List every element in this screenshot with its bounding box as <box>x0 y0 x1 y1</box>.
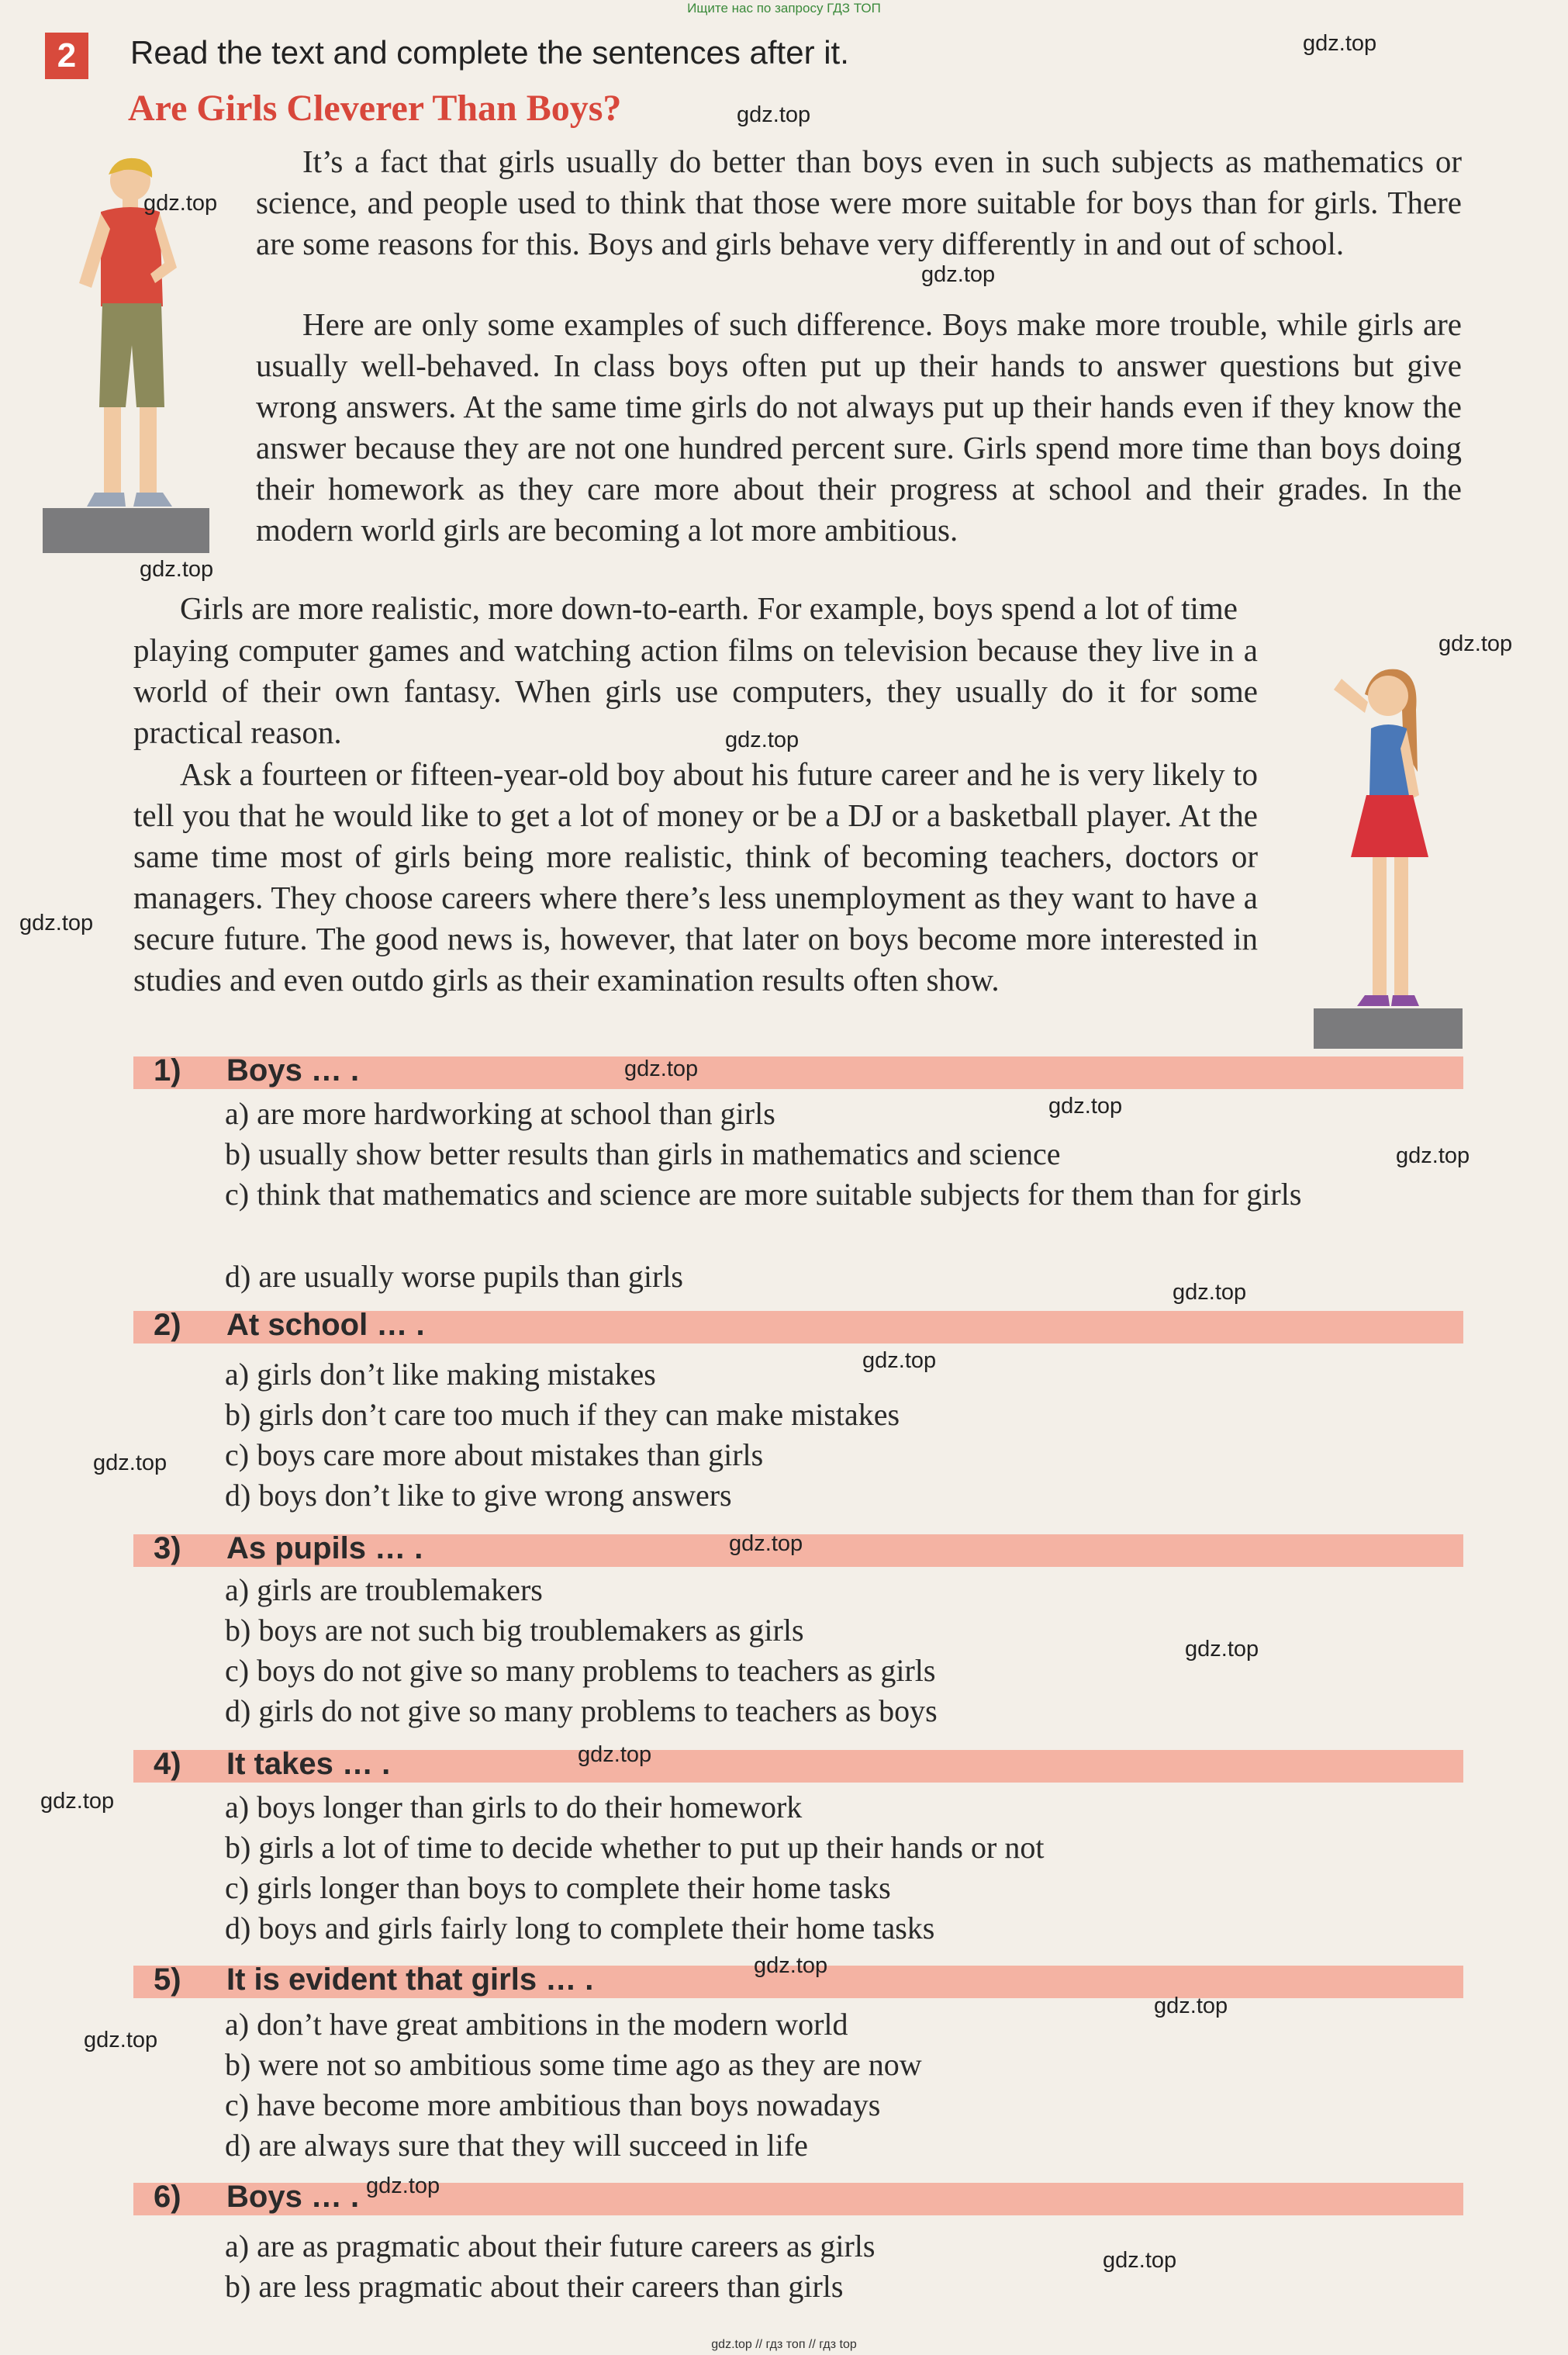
question-1-stem: Boys … . <box>226 1053 360 1088</box>
question-4-option-a[interactable]: a) boys longer than girls to do their homework <box>225 1790 803 1824</box>
question-5-option-c[interactable]: c) have become more ambitious than boys nowadays <box>225 2087 881 2122</box>
question-4-stem: It takes … . <box>226 1747 391 1781</box>
watermark: gdz.top <box>725 728 800 752</box>
paragraph-4: Ask a fourteen or fifteen-year-old boy about his future career and he is very likely to tell you that he would like to get a lot of money or be a DJ or a basketball player. At the same time most of girls being more realistic, think of becoming teachers, doctors or managers. They choose careers where there’s less unemployment as they want to have a secure future. The good news is, however, that later on boys become more interested in studies and even outdo girls as their examination results often show. <box>133 756 1258 998</box>
paragraph-3-first-line: Girls are more realistic, more down-to-earth. For example, boys spend a lot of time <box>180 590 1238 626</box>
bottom-banner[interactable]: gdz.top // гдз топ // гдз top <box>711 2338 857 2351</box>
watermark: gdz.top <box>624 1056 699 1081</box>
question-3-option-c[interactable]: c) boys do not give so many problems to teachers as girls <box>225 1653 936 1688</box>
girl-illustration <box>1311 663 1466 1051</box>
question-3-option-b[interactable]: b) boys are not such big troublemakers as girls <box>225 1613 804 1648</box>
watermark: gdz.top <box>1103 2248 1177 2273</box>
watermark: gdz.top <box>921 262 996 287</box>
watermark: gdz.top <box>754 1953 828 1978</box>
question-4-option-d[interactable]: d) boys and girls fairly long to complete their home tasks <box>225 1911 935 1945</box>
watermark: gdz.top <box>1185 1637 1259 1662</box>
watermark: gdz.top <box>40 1789 115 1814</box>
question-1-option-c[interactable]: c) think that mathematics and science are more suitable subjects for them than for girls <box>225 1177 1302 1212</box>
watermark: gdz.top <box>1303 31 1377 56</box>
question-1-number: 1) <box>154 1053 181 1088</box>
watermark: gdz.top <box>84 2028 158 2052</box>
question-2-option-c[interactable]: c) boys care more about mistakes than girls <box>225 1437 764 1472</box>
question-3-option-a[interactable]: a) girls are troublemakers <box>225 1572 543 1607</box>
question-5-option-b[interactable]: b) were not so ambitious some time ago as they are now <box>225 2047 922 2082</box>
question-2-number: 2) <box>154 1308 181 1342</box>
watermark: gdz.top <box>140 557 214 582</box>
question-2-option-d[interactable]: d) boys don’t like to give wrong answers <box>225 1478 732 1513</box>
exercise-instruction: Read the text and complete the sentences after it. <box>130 34 849 71</box>
watermark: gdz.top <box>366 2173 440 2198</box>
watermark: gdz.top <box>19 911 94 935</box>
question-1-option-d[interactable]: d) are usually worse pupils than girls <box>225 1259 683 1294</box>
question-5-option-d[interactable]: d) are always sure that they will succeed in life <box>225 2128 808 2163</box>
question-2-stem: At school … . <box>226 1308 425 1342</box>
watermark: gdz.top <box>737 102 811 127</box>
text-title: Are Girls Cleverer Than Boys? <box>128 88 622 129</box>
watermark: gdz.top <box>862 1348 937 1373</box>
question-3-option-d[interactable]: d) girls do not give so many problems to teachers as boys <box>225 1693 938 1728</box>
paragraph-3: playing computer games and watching action films on television because they live in a world of their own fantasy. When girls use computers, they usually do it for some practical reason. <box>133 632 1258 750</box>
question-4-number: 4) <box>154 1747 181 1781</box>
question-5-number: 5) <box>154 1962 181 1997</box>
question-4-option-b[interactable]: b) girls a lot of time to decide whether to put up their hands or not <box>225 1830 1045 1865</box>
watermark: gdz.top <box>729 1531 803 1556</box>
question-1-option-b[interactable]: b) usually show better results than girls in mathematics and science <box>225 1136 1061 1171</box>
question-3-stem: As pupils … . <box>226 1531 423 1565</box>
question-3-number: 3) <box>154 1531 181 1565</box>
question-4-option-c[interactable]: c) girls longer than boys to complete their home tasks <box>225 1870 891 1905</box>
question-1-option-a[interactable]: a) are more hardworking at school than girls <box>225 1096 775 1131</box>
question-2-option-a[interactable]: a) girls don’t like making mistakes <box>225 1357 656 1392</box>
question-6-option-a[interactable]: a) are as pragmatic about their future careers as girls <box>225 2229 876 2263</box>
question-2-option-b[interactable]: b) girls don’t care too much if they can make mistakes <box>225 1397 900 1432</box>
watermark: gdz.top <box>1154 1994 1228 2018</box>
question-6-number: 6) <box>154 2180 181 2214</box>
watermark: gdz.top <box>1048 1094 1123 1119</box>
watermark: gdz.top <box>93 1451 168 1475</box>
question-5-stem: It is evident that girls … . <box>226 1962 594 1997</box>
exercise-number-badge: 2 <box>45 33 88 79</box>
top-banner[interactable]: Ищите нас по запросу ГДЗ ТОП <box>687 1 881 16</box>
paragraph-2: Here are only some examples of such difference. Boys make more trouble, while girls are usually well-behaved. In class boys often put up their hands to answer questions but give wrong answers. At the same time girls do not always put up their hands even if they know the answer because they are not one hundred percent sure. Girls spend more time than boys doing their homework as they care more about their progress at school and their grades. In the modern world girls are becoming a lot more ambitious. <box>256 306 1462 548</box>
watermark: gdz.top <box>1173 1280 1247 1305</box>
watermark: gdz.top <box>578 1742 652 1767</box>
paragraph-1: It’s a fact that girls usually do better than boys even in such subjects as mathematics or science, and people used to think that those were more suitable for boys than for girls. There are some reasons for this. Boys and girls behave very differently in and out of school. <box>256 144 1462 261</box>
question-5-option-a[interactable]: a) don’t have great ambitions in the modern world <box>225 2007 848 2042</box>
watermark: gdz.top <box>1396 1143 1470 1168</box>
question-6-stem: Boys … . <box>226 2180 360 2214</box>
watermark: gdz.top <box>1438 631 1513 656</box>
watermark: gdz.top <box>143 191 218 216</box>
question-6-option-b[interactable]: b) are less pragmatic about their careers than girls <box>225 2269 844 2304</box>
